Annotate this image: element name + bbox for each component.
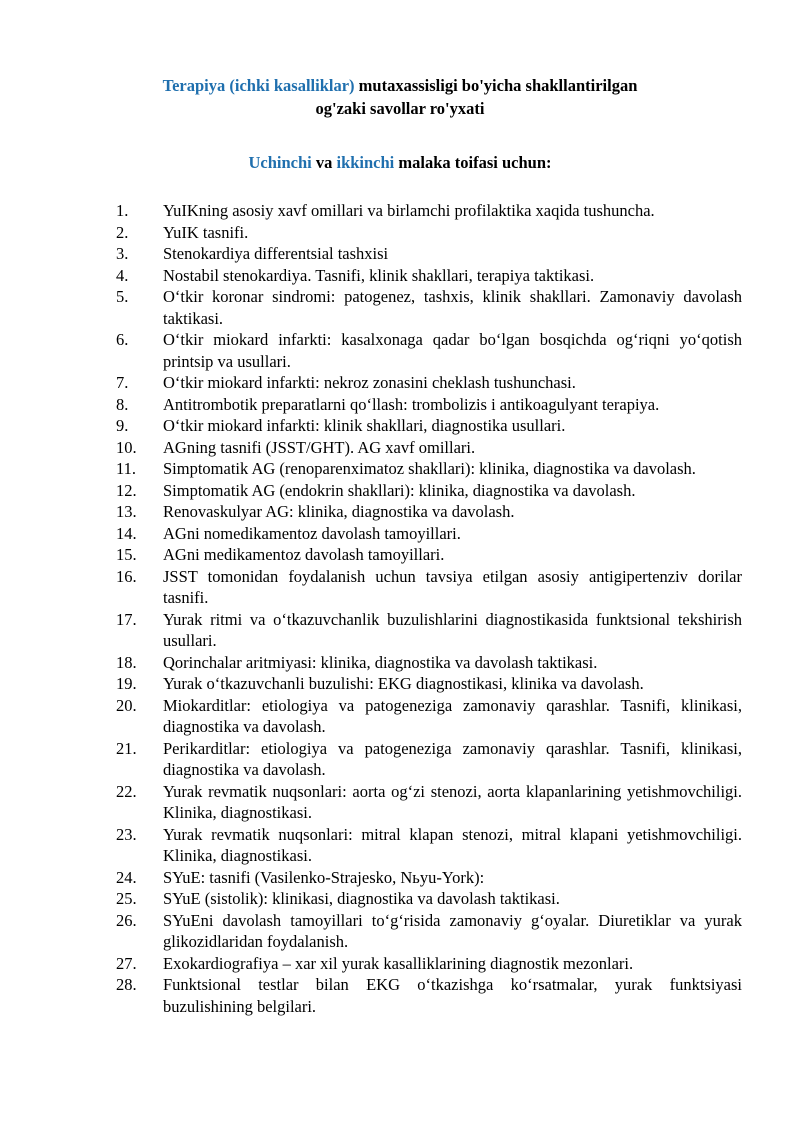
list-item-number: 10.: [116, 437, 137, 457]
subtitle-accent-2: ikkinchi: [336, 153, 395, 172]
list-item-number: 26.: [116, 910, 137, 930]
list-item-text: Antitrombotik preparatlarni qo‘llash: trombolizis i antikoagulyant terapiya.: [163, 394, 660, 414]
list-item-text: Yurak revmatik nuqsonlari: aorta og‘zi stenozi, aorta klapanlarining yetishmovchiligi. Klinika, diagnostikasi.: [163, 781, 742, 822]
list-item: [116, 480, 742, 502]
list-item-number: 2.: [116, 222, 129, 242]
list-item: [116, 673, 742, 695]
list-item-text: AGni nomedikamentoz davolash tamoyillari.: [163, 523, 461, 543]
title-rest: mutaxassisligi bo'yicha shakllantirilgan: [354, 76, 638, 95]
list-item: [116, 200, 742, 222]
list-item-text: Stenokardiya differentsial tashxisi: [163, 244, 389, 263]
list-item: [116, 501, 742, 523]
list-item-text: O‘tkir miokard infarkti: nekroz zonasini cheklash tushunchasi.: [163, 373, 576, 392]
list-item-text: AGni medikamentoz davolash tamoyillari.: [163, 545, 445, 564]
list-item-text: Yurak o‘tkazuvchanli buzulishi: EKG diagnostikasi, klinika va davolash.: [163, 674, 644, 693]
subtitle-rest: malaka toifasi uchun:: [394, 153, 552, 172]
list-item-number: 7.: [116, 373, 129, 392]
list-item: [116, 222, 742, 244]
list-item: [116, 286, 742, 329]
list-item: [116, 609, 742, 652]
list-item-text: Miokarditlar: etiologiya va patogeneziga zamonaviy qarashlar. Tasnifi, klinikasi, diagnostika va davolash.: [163, 695, 742, 736]
list-item-text: Yurak revmatik nuqsonlari: mitral klapan stenozi, mitral klapani yetishmovchiligi. Klinika, diagnostikasi.: [163, 824, 742, 865]
list-item: [116, 458, 742, 480]
list-item-number: 5.: [116, 287, 129, 306]
list-item: [116, 566, 742, 609]
list-item: [116, 974, 742, 1017]
list-item: [116, 265, 742, 287]
list-item-number: 13.: [116, 502, 137, 521]
list-item: [116, 372, 742, 394]
list-item: [116, 888, 742, 910]
list-item: [116, 910, 742, 953]
list-item-number: 6.: [116, 330, 129, 349]
list-item-text: SYuE (sistolik): klinikasi, diagnostika va davolash taktikasi.: [163, 889, 560, 908]
list-item-number: 20.: [116, 695, 137, 715]
list-item: [116, 867, 742, 889]
list-item-text: SYuEni davolash tamoyillari to‘g‘risida zamonaviy g‘oyalar. Diuretiklar va yurak glikozidlaridan foydalanish.: [163, 910, 742, 951]
list-item-number: 3.: [116, 244, 129, 263]
list-item-text: Qorinchalar aritmiyasi: klinika, diagnostika va davolash taktikasi.: [163, 652, 598, 672]
list-item-number: 11.: [116, 459, 137, 478]
list-item-number: 28.: [116, 975, 137, 994]
list-item-text: AGning tasnifi (JSST/GHT). AG xavf omillari.: [163, 437, 476, 457]
list-item: [116, 781, 742, 824]
list-item-number: 19.: [116, 674, 137, 693]
list-item-number: 14.: [116, 523, 137, 543]
list-item-number: 18.: [116, 652, 137, 672]
list-item-number: 1.: [116, 201, 129, 220]
list-item-number: 8.: [116, 394, 129, 414]
list-item: [116, 544, 742, 566]
list-item-number: 24.: [116, 867, 137, 887]
title-accent: Terapiya (ichki kasalliklar): [162, 76, 355, 95]
list-item-number: 15.: [116, 545, 137, 564]
list-item: [116, 695, 742, 738]
subtitle: [0, 152, 800, 174]
list-item-text: Simptomatik AG (endokrin shakllari): klinika, diagnostika va davolash.: [163, 480, 636, 500]
list-item-text: YuIKning asosiy xavf omillari va birlamchi profilaktika xaqida tushuncha.: [163, 201, 655, 220]
list-item: [116, 738, 742, 781]
list-item: [116, 329, 742, 372]
list-item-text: JSST tomonidan foydalanish uchun tavsiya etilgan asosiy antigipertenziv dorilar tasnifi.: [163, 566, 742, 607]
list-item: [116, 415, 742, 437]
list-item-text: Funktsional testlar bilan EKG o‘tkazishga ko‘rsatmalar, yurak funktsiyasi buzulishining belgilari.: [163, 975, 742, 1016]
list-item-text: Simptomatik AG (renoparenximatoz shakllari): klinika, diagnostika va davolash.: [163, 459, 696, 478]
list-item-text: O‘tkir koronar sindromi: patogenez, tashxis, klinik shakllari. Zamonaviy davolash taktikasi.: [163, 287, 742, 328]
list-item-text: O‘tkir miokard infarkti: kasalxonaga qadar bo‘lgan bosqichda og‘riqni yo‘qotish printsip va usullari.: [163, 330, 742, 371]
question-list: [116, 200, 742, 1017]
list-item-text: O‘tkir miokard infarkti: klinik shakllari, diagnostika usullari.: [163, 416, 566, 435]
list-item-number: 21.: [116, 738, 137, 758]
list-item-number: 9.: [116, 416, 129, 435]
list-item-text: Nostabil stenokardiya. Tasnifi, klinik shakllari, terapiya taktikasi.: [163, 265, 595, 285]
list-item-number: 27.: [116, 953, 137, 973]
title-line-1: [0, 75, 800, 97]
list-item-text: YuIK tasnifi.: [163, 222, 249, 242]
subtitle-mid: va: [311, 153, 337, 172]
list-item-number: 25.: [116, 889, 137, 908]
list-item: [116, 523, 742, 545]
list-item-text: Perikarditlar: etiologiya va patogeneziga zamonaviy qarashlar. Tasnifi, klinikasi, diagnostika va davolash.: [163, 738, 742, 779]
list-item: [116, 437, 742, 459]
list-item-text: Yurak ritmi va o‘tkazuvchanlik buzulishlarini diagnostikasida funktsional tekshirish usullari.: [163, 609, 742, 650]
list-item: [116, 243, 742, 265]
list-item-number: 4.: [116, 265, 129, 285]
list-item-number: 17.: [116, 609, 137, 629]
list-item-number: 23.: [116, 824, 137, 844]
list-item-number: 12.: [116, 480, 137, 500]
list-item-text: SYuE: tasnifi (Vasilenko-Strajesko, Nьyu-York):: [163, 867, 485, 887]
list-item: [116, 953, 742, 975]
list-item: [116, 394, 742, 416]
subtitle-accent-1: Uchinchi: [248, 153, 312, 172]
list-item-number: 22.: [116, 781, 137, 801]
title-line-2: og'zaki savollar ro'yxati: [315, 99, 485, 118]
list-item: [116, 652, 742, 674]
list-item-text: Exokardiografiya – xar xil yurak kasalliklarining diagnostik mezonlari.: [163, 953, 634, 973]
list-item: [116, 824, 742, 867]
list-item-number: 16.: [116, 566, 137, 586]
list-item-text: Renovaskulyar AG: klinika, diagnostika va davolash.: [163, 502, 515, 521]
